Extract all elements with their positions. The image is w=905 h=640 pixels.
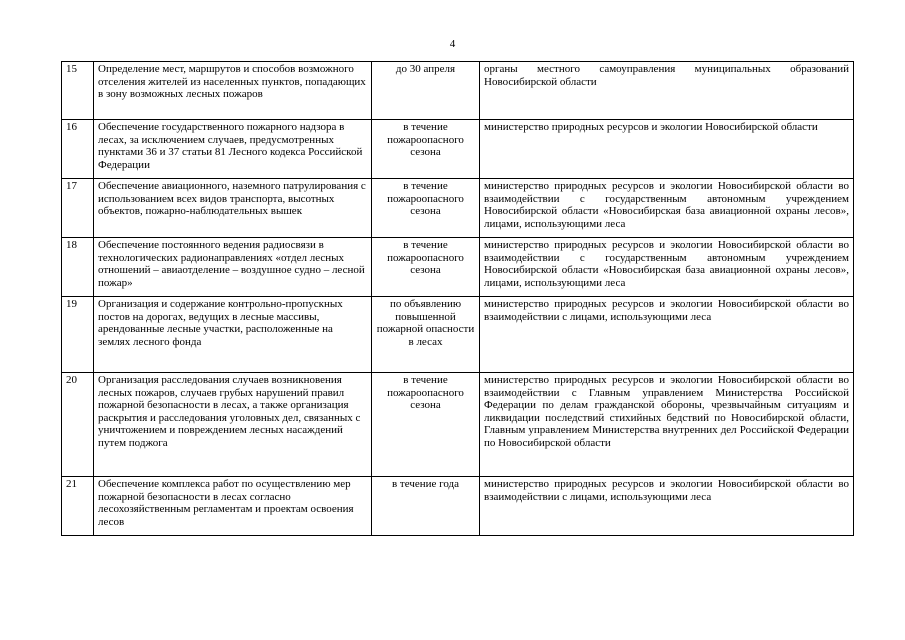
responsible-cell: министерство природных ресурсов и экологии Новосибирской области xyxy=(480,120,854,179)
responsible-cell: министерство природных ресурсов и экологии Новосибирской области во взаимодействии с Главным управлением Министерства Российской Федерации по делам гражданской обороны, чрезвычайным ситуациям и ликвидации последствий стихийных бедствий по Новосибирской области, Главным управлением Министерства внутренних дел Российской Федерации по Новосибирской области xyxy=(480,373,854,477)
responsible-cell: министерство природных ресурсов и экологии Новосибирской области во взаимодействии с лицами, использующими леса xyxy=(480,477,854,536)
term-cell: в течение года xyxy=(372,477,480,536)
activity-cell: Определение мест, маршрутов и способов возможного отселения жителей из населенных пунктов, попадающих в зону возможных лесных пожаров xyxy=(94,62,372,120)
activity-cell: Обеспечение постоянного ведения радиосвязи в технологических радионаправлениях «отдел лесных отношений – авиаотделение – воздушное судно – лесной пожар» xyxy=(94,238,372,297)
responsible-cell: министерство природных ресурсов и экологии Новосибирской области во взаимодействии с лицами, использующими леса xyxy=(480,297,854,373)
row-number: 16 xyxy=(62,120,94,179)
term-cell: по объявлению повышенной пожарной опасности в лесах xyxy=(372,297,480,373)
activity-cell: Обеспечение авиационного, наземного патрулирования с использованием всех видов транспорта, высотных объектов, пожарно-наблюдательных вышек xyxy=(94,179,372,238)
activity-cell: Обеспечение государственного пожарного надзора в лесах, за исключением случаев, предусмотренных пунктами 36 и 37 статьи 81 Лесного кодекса Российской Федерации xyxy=(94,120,372,179)
activity-cell: Обеспечение комплекса работ по осуществлению мер пожарной безопасности в лесах согласно лесохозяйственным регламентам и проектам освоения лесов xyxy=(94,477,372,536)
activity-cell: Организация расследования случаев возникновения лесных пожаров, случаев грубых нарушений правил пожарной безопасности в лесах, а также организация раскрытия и расследования уголовных дел, связанных с уничтожением и повреждением лесных насаждений путем поджога xyxy=(94,373,372,477)
page-number: 4 xyxy=(449,38,456,50)
table-row xyxy=(62,238,854,297)
row-number: 18 xyxy=(62,238,94,297)
row-number: 17 xyxy=(62,179,94,238)
responsible-cell: органы местного самоуправления муниципальных образований Новосибирской области xyxy=(480,62,854,120)
term-cell: в течение пожароопасного сезона xyxy=(372,373,480,477)
table-row xyxy=(62,373,854,477)
responsible-cell: министерство природных ресурсов и экологии Новосибирской области во взаимодействии с государственным автономным учреждением Новосибирской области «Новосибирская база авиационной охраны лесов», лицами, использующими леса xyxy=(480,238,854,297)
activity-cell: Организация и содержание контрольно-пропускных постов на дорогах, ведущих в лесные массивы, арендованные лесные участки, расположенные на землях лесного фонда xyxy=(94,297,372,373)
responsible-cell: министерство природных ресурсов и экологии Новосибирской области во взаимодействии с государственным автономным учреждением Новосибирской области «Новосибирская база авиационной охраны лесов», лицами, использующими леса xyxy=(480,179,854,238)
row-number: 19 xyxy=(62,297,94,373)
fire-safety-plan-table xyxy=(61,61,854,536)
row-number: 15 xyxy=(62,62,94,120)
term-cell: в течение пожароопасного сезона xyxy=(372,238,480,297)
row-number: 20 xyxy=(62,373,94,477)
row-number: 21 xyxy=(62,477,94,536)
term-cell: в течение пожароопасного сезона xyxy=(372,120,480,179)
table-row xyxy=(62,179,854,238)
table-row xyxy=(62,477,854,536)
table-row xyxy=(62,297,854,373)
table-row xyxy=(62,120,854,179)
table-row xyxy=(62,62,854,120)
term-cell: до 30 апреля xyxy=(372,62,480,120)
term-cell: в течение пожароопасного сезона xyxy=(372,179,480,238)
